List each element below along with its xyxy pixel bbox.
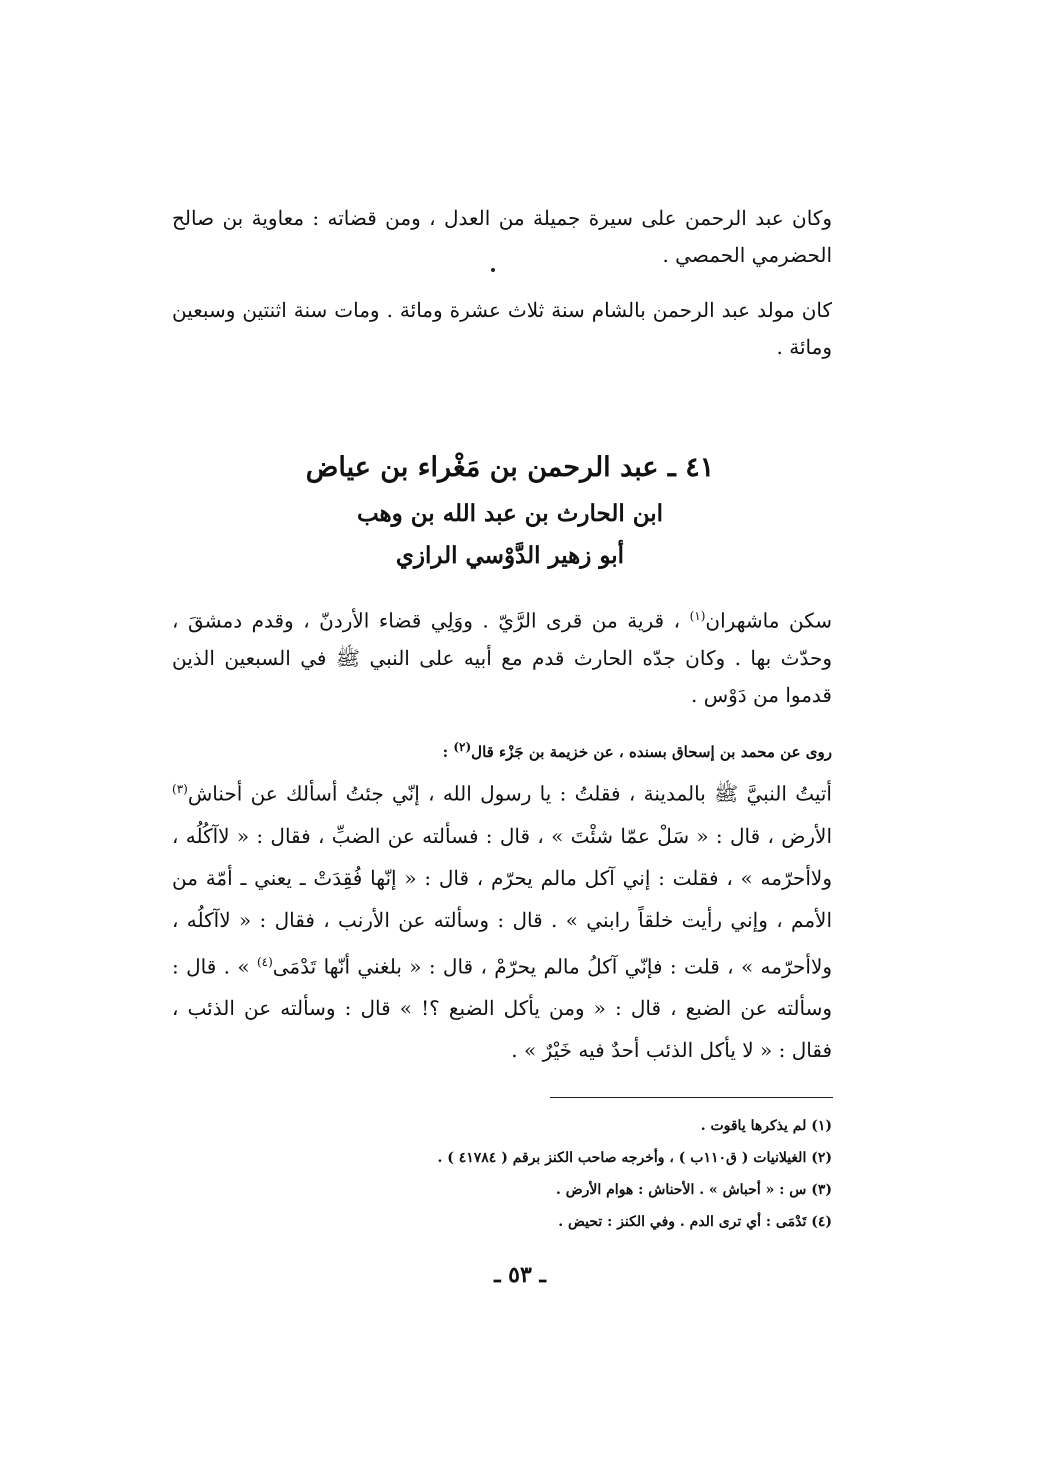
narration-tail: : [442,743,454,761]
footnote-1: (١) لم يذكرها ياقوت . [700,1118,832,1134]
hadith-segment-3: » . قال : وسألته عن الضبع ، قال : « ومن يأكل الضبع ؟! » قال : وسألته عن الذئب ، فقال : « لا يأكل الذئب أحدٌ فيه خَيْرٌ » . [172,954,832,1063]
bio-text-rest: ، قرية من قرى الرَّيّ . ووَلِي قضاء الأردنّ ، وقدم دمشقَ ، وحدّث بها . وكان جدّه الحارث قدم مع أبيه على النبي ﷺ في السبعين الذين قدموا من دَوْس . [172,608,832,707]
entry-title: ٤١ ـ عبد الرحمن بن مَغْراء بن عياض [305,452,715,483]
footnote-ref-1: (١) [689,609,706,623]
footnotes-list [312,1110,832,1238]
entry-kunya: أبو زهير الدَّوْسي الرازي [395,542,625,569]
footnote-ref-3: (٣) [172,782,188,796]
hadith-text [172,768,832,1071]
footnote-ref-2: (٢) [453,740,472,754]
hadith-segment-2: الأرض ، قال : « سَلْ عمّا شئْتَ » ، قال : فسألته عن الضبِّ ، فقال : « لاآكُلُه ، ولاأحرّمه » ، فقلت : إني آكل مالم يحرّم ، قال : « إنّها فُقِدَتْ ـ يعني ـ أمّة من الأمم ، وإني رأيت خلقاً رابني » . قال : وسألته عن الأرنب ، فقال : « لاآكلُه ، ولاأحرّمه » ، قلت : فإنّي آكلُ مالم يحرّمْ ، قال : « بلغني أنّها تَدْمَى [172,823,833,979]
narration-chain [443,740,832,761]
ink-dot [491,268,495,272]
hadith-segment-1: أتيتُ النبيَّ ﷺ بالمدينة ، فقلتُ : يا رسول الله ، إنّي جئتُ أسألك عن أحناش [187,781,832,806]
footnote-3: (٣) س : « أحباش » . الأحناش : هوام الأرض . [555,1182,832,1198]
footnote-ref-4: (٤) [256,954,273,969]
page-number: ـ ٥٣ ـ [494,1262,546,1288]
footnote-2: (٢) الغيلانيات ( ق١١٠ب ) ، وأخرجه صاحب الكنز برقم ( ٤١٧٨٤ ) . [437,1150,832,1166]
intro-paragraph-dates: كان مولد عبد الرحمن بالشام سنة ثلاث عشرة ومائة . ومات سنة اثنتين وسبعين ومائة . [172,298,832,359]
intro-paragraph-judges: وكان عبد الرحمن على سيرة جميلة من العدل ، ومن قضاته : معاوية بن صالح الحضرمي الحمصي . [172,206,832,267]
biography-paragraph [172,598,832,714]
entry-lineage: ابن الحارث بن عبد الله بن وهب [356,500,664,527]
footnote-4: (٤) تَدْمَى : أي ترى الدم . وفي الكنز : تحيض . [558,1214,832,1230]
narration-text: روى عن محمد بن إسحاق بسنده ، عن خزيمة بن جَزْء قال [471,743,832,761]
bio-text-start: سكن ماشهران [705,608,832,633]
footnote-separator [550,1097,833,1098]
